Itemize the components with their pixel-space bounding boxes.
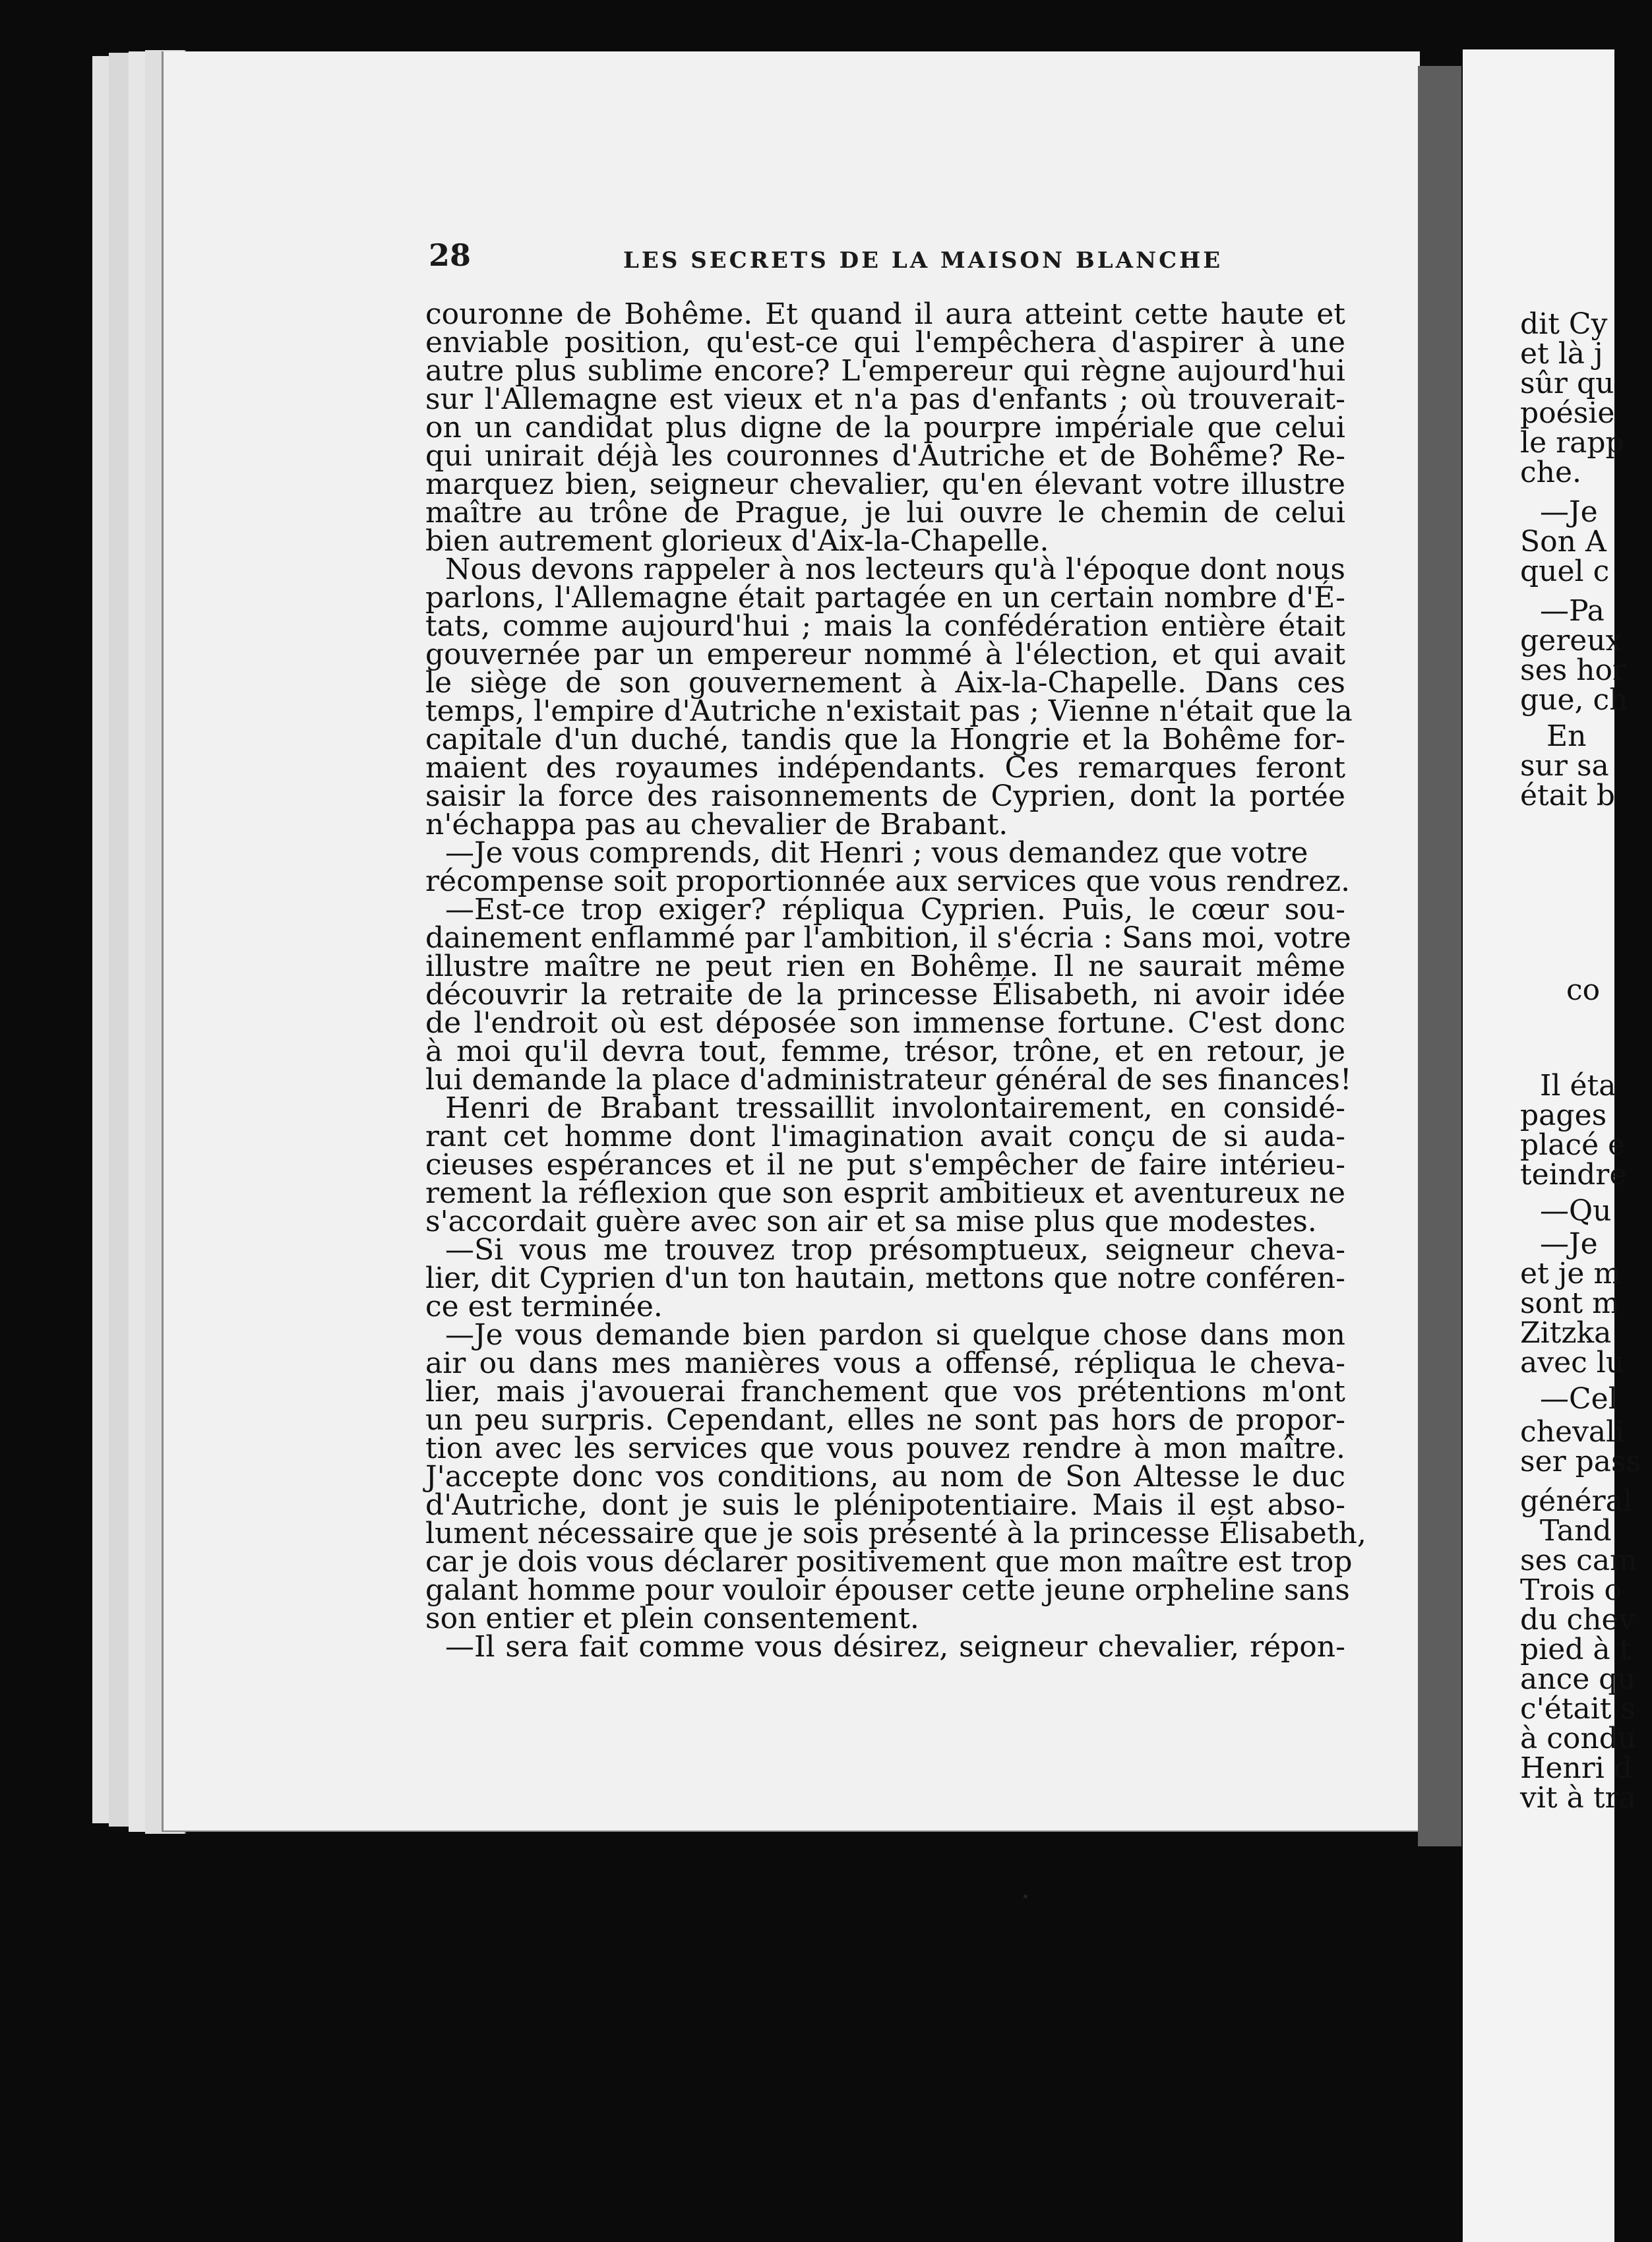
facing-text-line: et je m <box>1520 1257 1622 1290</box>
facing-text-line: —Je <box>1540 1227 1598 1261</box>
facing-text-line: co <box>1566 973 1601 1007</box>
text-line: rement la réflexion que son esprit ambitieux et aventureux ne <box>425 1176 1345 1210</box>
text-line: rant cet homme dont l'imagination avait conçu de si auda- <box>425 1120 1345 1153</box>
facing-text-line: ance qu <box>1520 1662 1636 1696</box>
facing-text-line: le rapp <box>1520 426 1624 460</box>
main-text <box>425 297 1366 1664</box>
text-line: couronne de Bohême. Et quand il aura atteint cette haute et <box>425 297 1345 331</box>
text-line: air ou dans mes manières vous a offensé, répliqua le cheva- <box>425 1347 1345 1380</box>
facing-text-line: ser pass <box>1520 1445 1641 1478</box>
text-line: à moi qu'il devra tout, femme, trésor, trône, et en retour, je <box>425 1035 1345 1068</box>
running-title: LES SECRETS DE LA MAISON BLANCHE <box>623 247 1223 274</box>
text-line: illustre maître ne peut rien en Bohême. Il ne saurait même <box>425 950 1345 983</box>
text-line: bien autrement glorieux d'Aix-la-Chapelle. <box>425 524 1049 558</box>
facing-text-line: teindre <box>1520 1158 1627 1192</box>
facing-text-line: En <box>1546 719 1587 753</box>
facing-text-line: à condu <box>1520 1722 1637 1755</box>
text-line: capitale d'un duché, tandis que la Hongrie et la Bohême for- <box>425 723 1345 756</box>
text-line: Nous devons rappeler à nos lecteurs qu'à l'époque dont nous <box>445 553 1345 586</box>
text-line: lier, mais j'avouerai franchement que vos prétentions m'ont <box>425 1375 1345 1409</box>
text-line: un peu surpris. Cependant, elles ne sont pas hors de propor- <box>425 1403 1345 1437</box>
facing-text-line: poésie <box>1520 396 1615 430</box>
text-line: tion avec les services que vous pouvez rendre à mon maître. <box>425 1432 1345 1465</box>
text-line: Henri de Brabant tressaillit involontairement, en considé- <box>445 1091 1345 1125</box>
text-line: parlons, l'Allemagne était partagée en un certain nombre d'É- <box>425 581 1345 615</box>
facing-text-line: ses cam <box>1520 1544 1637 1577</box>
facing-text-line: du chev <box>1520 1603 1636 1637</box>
text-line: qui unirait déjà les couronnes d'Autriche et de Bohême? Re- <box>425 439 1345 473</box>
facing-text-line: avec lu <box>1520 1346 1625 1379</box>
text-line: récompense soit proportionnée aux services que vous rendrez. <box>425 864 1351 898</box>
facing-text-line: c'était s <box>1520 1692 1636 1726</box>
text-line: sur l'Allemagne est vieux et n'a pas d'enfants ; où trouverait- <box>425 382 1345 416</box>
text-line: ce est terminée. <box>425 1290 663 1323</box>
facing-text-line: gue, ch <box>1520 683 1628 717</box>
text-line: cieuses espérances et il ne put s'empêcher de faire intérieu- <box>425 1148 1345 1182</box>
text-line: saisir la force des raisonnements de Cyprien, dont la portée <box>425 779 1345 813</box>
text-line: enviable position, qu'est-ce qui l'empêchera d'aspirer à une <box>425 326 1345 359</box>
facing-text-line: sûr qu <box>1520 367 1614 400</box>
text-line: temps, l'empire d'Autriche n'existait pas ; Vienne n'était que la <box>425 694 1353 728</box>
text-line: découvrir la retraite de la princesse Élisabeth, ni avoir idée <box>425 978 1345 1012</box>
text-line: —Il sera fait comme vous désirez, seigneur chevalier, répon- <box>445 1630 1345 1664</box>
facing-text-line: vit à tra <box>1520 1781 1636 1815</box>
facing-text-line: et là j <box>1520 337 1603 371</box>
facing-text-line: Son A <box>1520 525 1606 559</box>
facing-text-line: dit Cy <box>1520 307 1608 341</box>
text-line: tats, comme aujourd'hui ; mais la confédération entière était <box>425 609 1345 643</box>
facing-text-line: chevali <box>1520 1415 1625 1449</box>
text-line: —Je vous demande bien pardon si quelque chose dans mon <box>445 1318 1345 1352</box>
text-line: lument nécessaire que je sois présenté à la princesse Élisabeth, <box>425 1517 1366 1550</box>
text-line: maître au trône de Prague, je lui ouvre le chemin de celui <box>425 496 1345 530</box>
facing-text-line: —Qu <box>1540 1194 1612 1228</box>
facing-text-line: gereux <box>1520 624 1622 657</box>
facing-text-line: —Cel <box>1540 1382 1618 1416</box>
text-line: galant homme pour vouloir épouser cette jeune orpheline sans <box>425 1573 1350 1607</box>
facing-text-line: placé e <box>1520 1128 1626 1162</box>
facing-text-line: —Pa <box>1540 594 1605 628</box>
facing-text-line: Tand <box>1540 1514 1612 1548</box>
text-line: s'accordait guère avec son air et sa mise plus que modestes. <box>425 1205 1317 1238</box>
facing-text-line: sur sa <box>1520 749 1609 783</box>
book-gutter <box>1418 66 1461 1846</box>
text-line: —Je vous comprends, dit Henri ; vous demandez que votre <box>445 836 1308 870</box>
facing-text-line: quel c <box>1520 555 1610 588</box>
facing-text-line: ses hor <box>1520 653 1627 687</box>
text-line: dainement enflammé par l'ambition, il s'écria : Sans moi, votre <box>425 921 1351 955</box>
text-line: —Si vous me trouvez trop présomptueux, seigneur cheva- <box>445 1233 1345 1267</box>
facing-text-line: pied à t <box>1520 1633 1632 1666</box>
facing-text-line: che. <box>1520 456 1582 489</box>
text-line: d'Autriche, dont je suis le plénipotentiaire. Mais il est abso- <box>425 1488 1345 1522</box>
text-line: maient des royaumes indépendants. Ces remarques feront <box>425 751 1345 785</box>
facing-text-line: était b <box>1520 779 1615 812</box>
ink-speck <box>1024 1894 1027 1898</box>
page-number: 28 <box>429 237 472 273</box>
facing-text-line: pages <box>1520 1099 1607 1132</box>
text-line: marquez bien, seigneur chevalier, qu'en élevant votre illustre <box>425 468 1345 501</box>
facing-text-line: Trois o <box>1520 1573 1622 1607</box>
facing-text-line: Il éta <box>1540 1069 1616 1103</box>
text-line: on un candidat plus digne de la pourpre impériale que celui <box>425 411 1345 444</box>
facing-text-line: Zitzka <box>1520 1316 1612 1350</box>
text-line: le siège de son gouvernement à Aix-la-Chapelle. Dans ces <box>425 666 1345 700</box>
text-line: gouvernée par un empereur nommé à l'élection, et qui avait <box>425 638 1345 671</box>
text-line: de l'endroit où est déposée son immense fortune. C'est donc <box>425 1006 1345 1040</box>
text-line: n'échappa pas au chevalier de Brabant. <box>425 808 1008 841</box>
text-line: lui demande la place d'administrateur général de ses finances! <box>425 1063 1352 1097</box>
text-line: car je dois vous déclarer positivement que mon maître est trop <box>425 1545 1353 1579</box>
text-line: —Est-ce trop exiger? répliqua Cyprien. Puis, le cœur sou- <box>445 893 1345 926</box>
facing-text-line: Henri d <box>1520 1751 1633 1785</box>
facing-text-line: sont m <box>1520 1287 1620 1320</box>
text-line: lier, dit Cyprien d'un ton hautain, mettons que notre conféren- <box>425 1261 1345 1295</box>
facing-text-line: —Je <box>1540 495 1598 529</box>
text-line: autre plus sublime encore? L'empereur qui règne aujourd'hui <box>425 354 1345 388</box>
facing-text-line: général <box>1520 1484 1632 1518</box>
text-line: son entier et plein consentement. <box>425 1602 919 1635</box>
text-line: J'accepte donc vos conditions, au nom de Son Altesse le duc <box>425 1460 1345 1494</box>
